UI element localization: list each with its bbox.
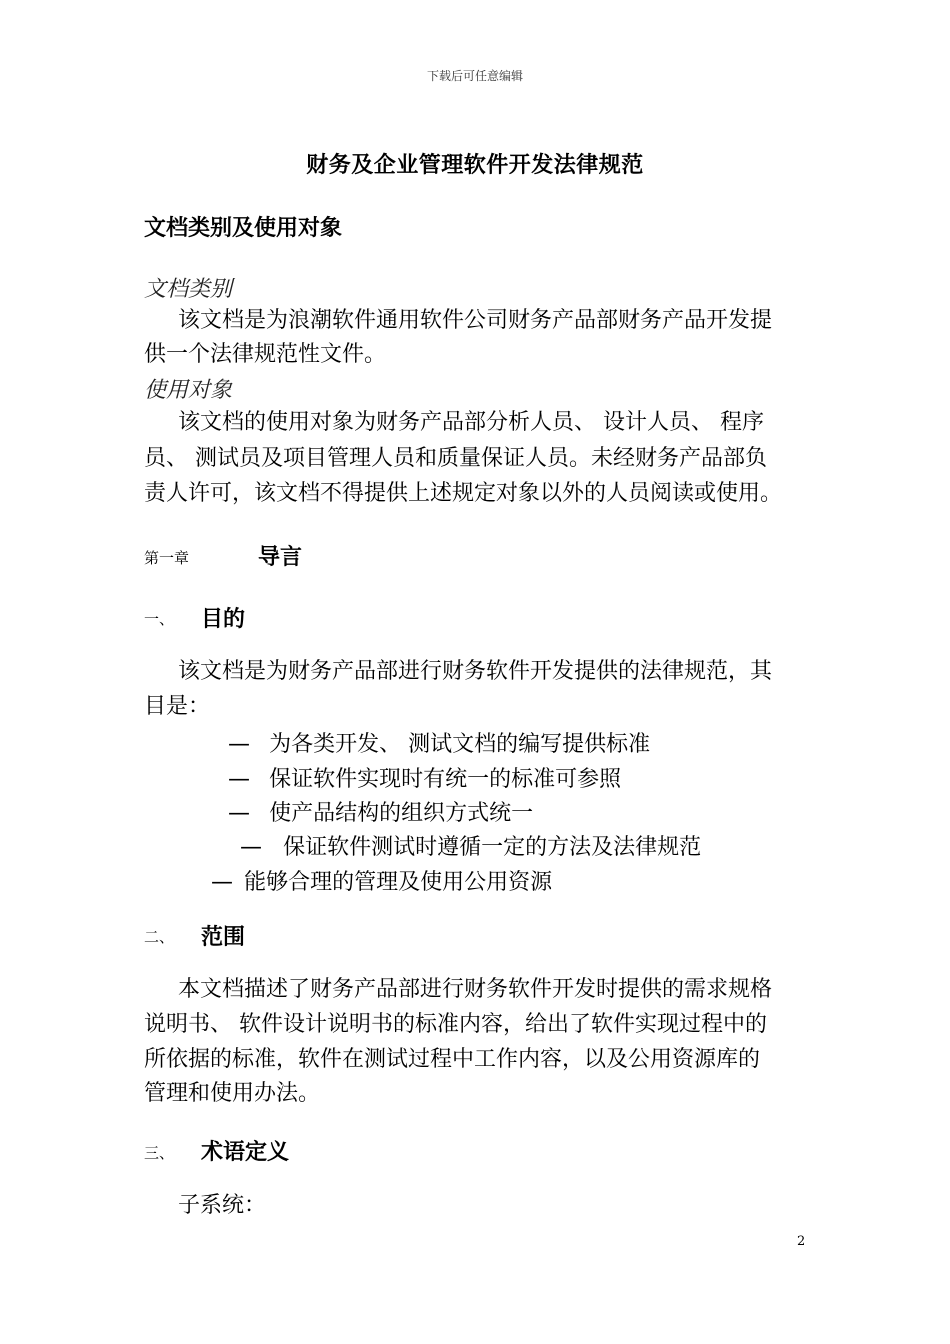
bullet-text: 保证软件实现时有统一的标准可参照 bbox=[269, 767, 622, 792]
category-line: 该文档是为浪潮软件通用软件公司财务产品部财务产品开发提 bbox=[178, 308, 773, 333]
purpose-line: 该文档是为财务产品部进行财务软件开发提供的法律规范，其 bbox=[178, 659, 773, 684]
audience-line: 责人许可，该文档不得提供上述规定对象以外的人员阅读或使用。 bbox=[144, 481, 783, 506]
terms-number: 三、 bbox=[144, 1144, 175, 1162]
terms-title: 术语定义 bbox=[201, 1140, 290, 1165]
bullet-item bbox=[228, 762, 621, 793]
audience-line: 员、 测试员及项目管理人员和质量保证人员。未经财务产品部负 bbox=[144, 446, 767, 471]
bullet-text: 使产品结构的组织方式统一 bbox=[269, 801, 534, 826]
scope-title: 范围 bbox=[201, 925, 246, 950]
chapter-title: 导言 bbox=[258, 545, 303, 570]
document-title: 财务及企业管理软件开发法律规范 bbox=[306, 153, 644, 178]
page-header-note: 下载后可任意编辑 bbox=[426, 69, 523, 83]
bullet-dash: — bbox=[228, 767, 250, 792]
bullet-text: 能够合理的管理及使用公用资源 bbox=[244, 870, 553, 895]
purpose-title: 目的 bbox=[201, 607, 246, 632]
term-label: 子系统： bbox=[178, 1193, 267, 1218]
bullet-text: 保证软件测试时遵循一定的方法及法律规范 bbox=[283, 835, 702, 860]
category-label: 文档类别 bbox=[144, 277, 233, 302]
bullet-item bbox=[240, 830, 701, 861]
scope-line: 说明书、 软件设计说明书的标准内容，给出了软件实现过程中的 bbox=[144, 1012, 767, 1037]
purpose-number: 一、 bbox=[144, 610, 175, 628]
bullet-item bbox=[228, 796, 533, 827]
bullet-dash: — bbox=[228, 732, 250, 757]
chapter-label: 第一章 bbox=[144, 549, 190, 567]
bullet-dash: — bbox=[211, 870, 233, 895]
audience-label: 使用对象 bbox=[144, 378, 233, 403]
scope-line: 所依据的标准，软件在测试过程中工作内容，以及公用资源库的 bbox=[144, 1047, 761, 1072]
page-number: 2 bbox=[797, 1234, 806, 1249]
scope-line: 本文档描述了财务产品部进行财务软件开发时提供的需求规格 bbox=[178, 977, 773, 1002]
bullet-dash: — bbox=[228, 801, 250, 826]
section-heading: 文档类别及使用对象 bbox=[144, 216, 343, 241]
scope-number: 二、 bbox=[144, 928, 175, 946]
scope-line: 管理和使用办法。 bbox=[144, 1081, 321, 1106]
audience-line: 该文档的使用对象为财务产品部分析人员、 设计人员、 程序 bbox=[178, 410, 764, 435]
bullet-item bbox=[228, 727, 650, 758]
category-line: 供一个法律规范性文件。 bbox=[144, 342, 387, 367]
bullet-item bbox=[211, 865, 552, 896]
purpose-line: 目是： bbox=[144, 694, 211, 719]
bullet-text: 为各类开发、 测试文档的编写提供标准 bbox=[269, 732, 651, 757]
bullet-dash: — bbox=[240, 835, 262, 860]
